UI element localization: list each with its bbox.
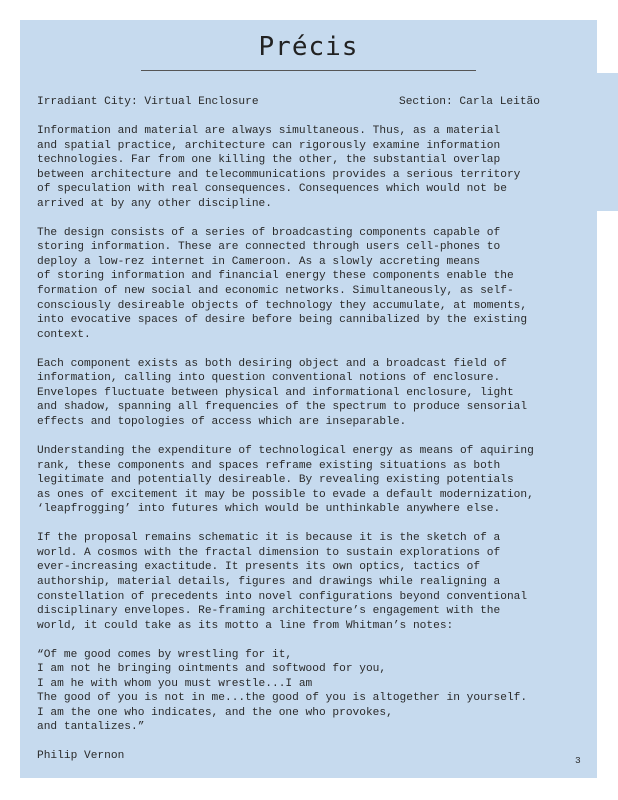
- paragraph: Information and material are always simultaneous. Thus, as a material and spatial practice, architecture can rigorously examine information technologies. Far from one killing the other, the substantial overlap between architecture and telecommunications provides a serious territory of speculation with real consequences. Consequences which would not be arrived at by any other discipline.: [37, 125, 521, 210]
- paragraph: The design consists of a series of broadcasting components capable of storing information. These are connected through users cell-phones to deploy a low-rez internet in Cameroon. As a slowly accreting means of storing information and financial energy these components enable the formation of new social and economic networks. Simultaneously, as self- consciously desireable objects of technology they accumulate, at moments, into evocative spaces of desire before being cannibalized by the existing context.: [37, 226, 528, 341]
- title-underline: [141, 70, 476, 71]
- project-title: Irradiant City: Virtual Enclosure: [37, 96, 259, 108]
- quote-paragraph: “Of me good comes by wrestling for it, I am not he bringing ointments and softwood for you, I am he with whom you must wrestle...I am The good of you is not in me...the good of you is altogether in yourself. I am the one who indicates, and the one who provokes, and tantalizes.”: [37, 648, 528, 734]
- page-number: 3: [575, 755, 581, 766]
- section-label: Section: Carla Leitão: [399, 96, 540, 108]
- body-text: [37, 124, 589, 735]
- page-title: Précis: [258, 32, 359, 62]
- author-signature: Philip Vernon: [37, 750, 125, 762]
- page-panel-tab: [597, 73, 618, 211]
- paragraph: Understanding the expenditure of technological energy as means of aquiring rank, these components and spaces reframe existing situations as both legitimate and potentially desireable. By revealing existing potentials as ones of excitement it may be possible to evade a default modernization, ‘leapfrogging’ into futures which would be unthinkable anywhere else.: [37, 445, 534, 516]
- paragraph: If the proposal remains schematic it is because it is the sketch of a world. A cosmos with the fractal dimension to sustain explorations of ever-increasing exactitude. It presents its own optics, tactics of authorship, material details, figures and drawings while realigning a constellation of precedents into novel configurations beyond conventional disciplinary envelopes. Re-framing architecture’s engagement with the world, it could take as its motto a line from Whitman’s notes:: [37, 532, 528, 632]
- paragraph: Each component exists as both desiring object and a broadcast field of information, calling into question conventional notions of enclosure. Envelopes fluctuate between physical and informational enclosure, light and shadow, spanning all frequencies of the spectrum to produce sensorial effects and topologies of access which are inseparable.: [37, 357, 528, 428]
